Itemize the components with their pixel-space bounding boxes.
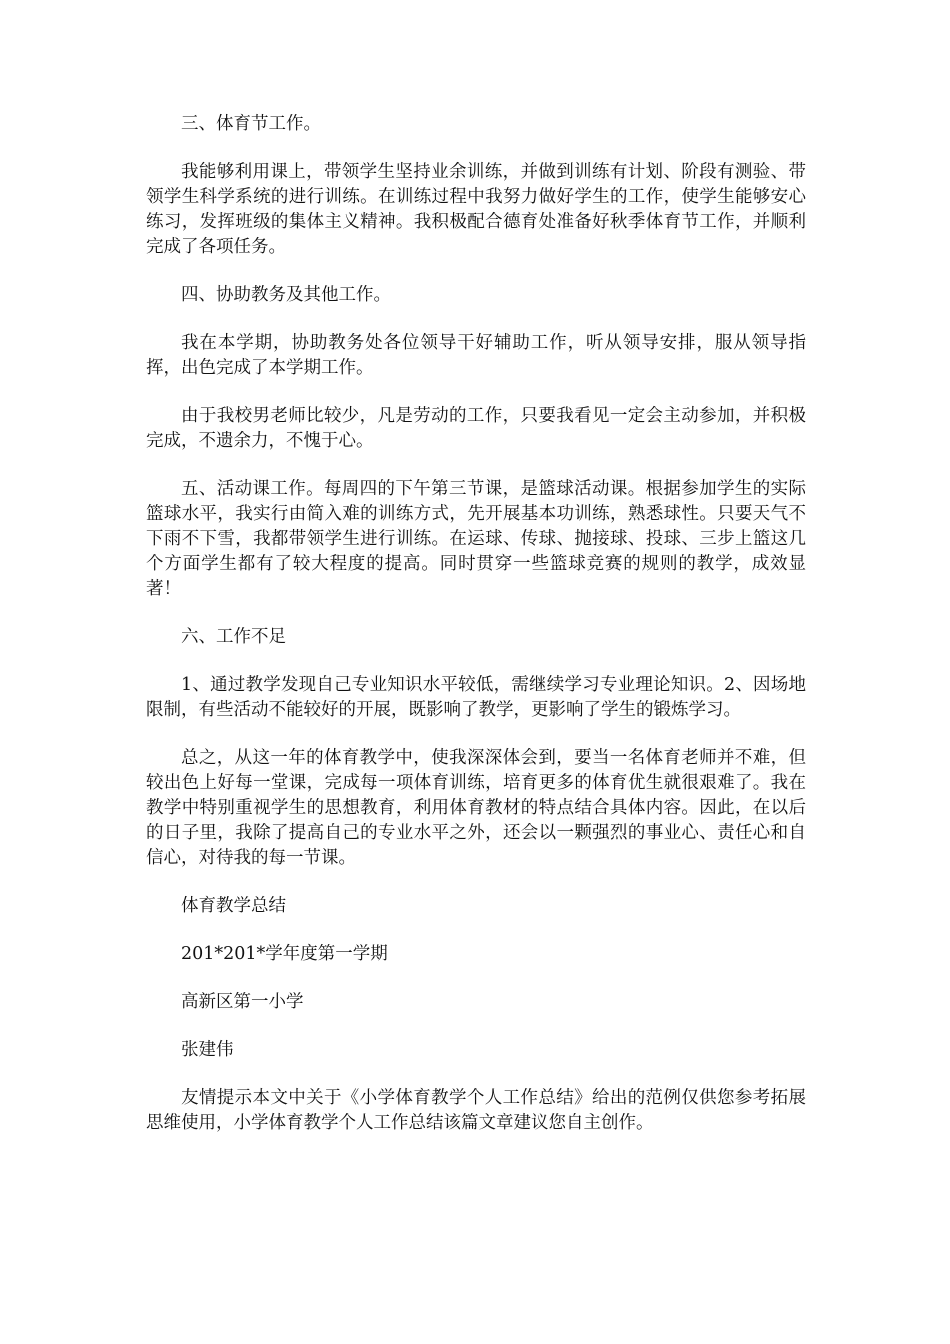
paragraph-conclusion: 总之，从这一年的体育教学中，使我深深体会到，要当一名体育老师并不难，但较出色上好每一堂课，完成每一项体育训练，培育更多的体育优生就很艰难了。我在教学中特别重视学生的思想教育，利用体育教材的特点结合具体内容。因此，在以后的日子里，我除了提高自己的专业水平之外，还会以一颗强烈的事业心、责任心和自信心，对待我的每一节课。 bbox=[146, 748, 806, 868]
signature-school: 高新区第一小学 bbox=[181, 992, 304, 1012]
friendly-tip: 友情提示本文中关于《小学体育教学个人工作总结》给出的范例仅供您参考拓展思维使用，小学体育教学个人工作总结该篇文章建议您自主创作。 bbox=[146, 1088, 806, 1133]
section-heading-sports-festival: 三、体育节工作。 bbox=[181, 114, 321, 134]
paragraph-activity-class: 五、活动课工作。每周四的下午第三节课，是篮球活动课。根据参加学生的实际篮球水平，我实行由简入难的训练方式，先开展基本功训练，熟悉球性。只要天气不下雨不下雪，我都带领学生进行训练。在运球、传球、抛接球、投球、三步上篮这几个方面学生都有了较大程度的提高。同时贯穿一些篮球竞赛的规则的教学，成效显著！ bbox=[146, 479, 806, 599]
signature-author: 张建伟 bbox=[181, 1040, 234, 1060]
paragraph-assist-academic: 我在本学期，协助教务处各位领导干好辅助工作，听从领导安排，服从领导指挥，出色完成了本学期工作。 bbox=[146, 333, 806, 378]
paragraph-shortcomings: 1、通过教学发现自己专业知识水平较低，需继续学习专业理论知识。2、因场地限制，有些活动不能较好的开展，既影响了教学，更影响了学生的锻炼学习。 bbox=[146, 675, 806, 720]
section-heading-assist-academic: 四、协助教务及其他工作。 bbox=[181, 285, 391, 305]
section-heading-shortcomings: 六、工作不足 bbox=[181, 627, 286, 647]
signature-term: 201*201*学年度第一学期 bbox=[181, 944, 388, 964]
signature-title: 体育教学总结 bbox=[181, 896, 286, 916]
paragraph-sports-festival: 我能够利用课上，带领学生坚持业余训练，并做到训练有计划、阶段有测验、带领学生科学系统的进行训练。在训练过程中我努力做好学生的工作，使学生能够安心练习，发挥班级的集体主义精神。我积极配合德育处准备好秋季体育节工作，并顺利完成了各项任务。 bbox=[146, 162, 806, 257]
document-page bbox=[146, 112, 806, 1136]
paragraph-labor-work: 由于我校男老师比较少，凡是劳动的工作，只要我看见一定会主动参加，并积极完成，不遗余力，不愧于心。 bbox=[146, 406, 806, 451]
